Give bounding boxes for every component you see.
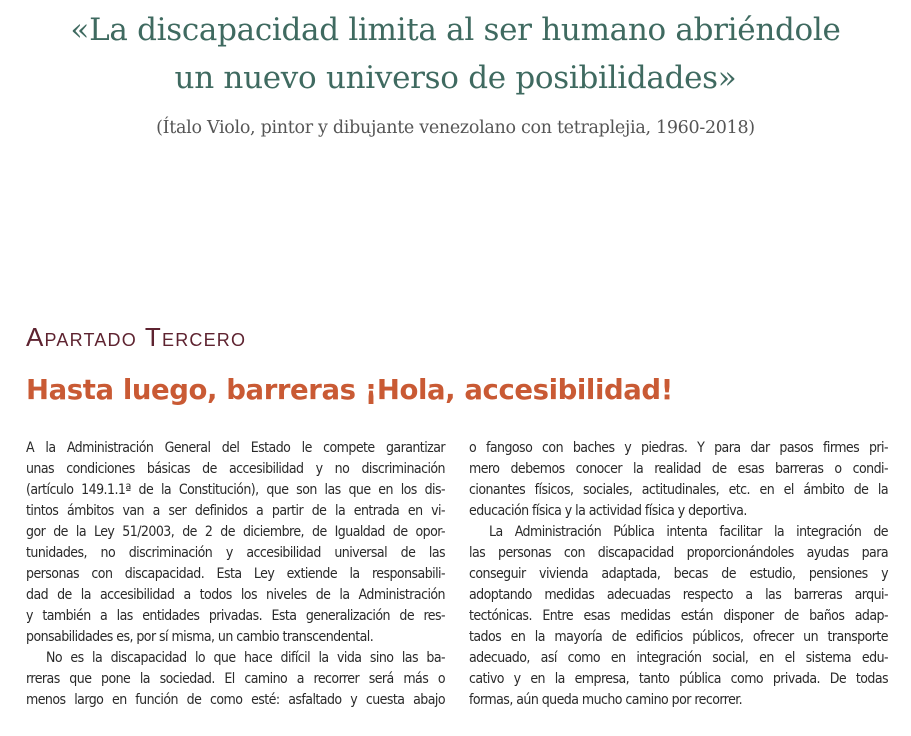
text-line: mero debemos conocer la realidad de esas barreras o condi- xyxy=(469,461,888,477)
quote-attribution: (Ítalo Violo, pintor y dibujante venezolano con tetraplejia, 1960-2018) xyxy=(156,118,755,138)
section-title: Hasta luego, barreras ¡Hola, accesibilidad! xyxy=(26,374,673,406)
text-line: conseguir vivienda adaptada, becas de estudio, pensiones y xyxy=(469,566,888,582)
text-line: unas condiciones básicas de accesibilidad y no discriminación xyxy=(26,461,445,477)
text-line: y también a las entidades privadas. Esta generalización de res- xyxy=(26,608,445,624)
text-line: tectónicas. Entre esas medidas están disponer de baños adap- xyxy=(469,608,888,624)
text-line: ponsabilidades es, por sí misma, un cambio transcendental. xyxy=(26,629,374,645)
text-line: gor de la Ley 51/2003, de 2 de diciembre, de Igualdad de opor- xyxy=(26,524,445,540)
text-line: las personas con discapacidad proporcionándoles ayudas para xyxy=(469,545,888,561)
text-line: formas, aún queda mucho camino por recorrer. xyxy=(469,692,743,708)
text-line: tados en la mayoría de edificios públicos, ofrecer un transporte xyxy=(469,629,888,645)
text-line: adoptando medidas adecuadas respecto a las barreras arqui- xyxy=(469,587,888,603)
text-line: cativo y en la empresa, tanto pública como privada. De todas xyxy=(469,671,888,687)
quote-line-1: «La discapacidad limita al ser humano abriéndole xyxy=(70,12,841,48)
text-line: menos largo en función de como esté: asfaltado y cuesta abajo xyxy=(26,692,445,708)
text-line: dad de la accesibilidad a todos los niveles de la Administración xyxy=(26,587,445,603)
epigraph-quote xyxy=(0,6,911,102)
text-line: o fangoso con baches y piedras. Y para dar pasos firmes pri- xyxy=(469,440,888,456)
section-label: Apartado Tercero xyxy=(26,322,247,352)
text-line: rreras que pone la sociedad. El camino a recorrer será más o xyxy=(26,671,445,687)
text-line: (artículo 149.1.1ª de la Constitución), que son las que en los dis- xyxy=(26,482,445,498)
text-line: No es la discapacidad lo que hace difícil la vida sino las ba- xyxy=(46,650,445,666)
text-line: tunidades, no discriminación y accesibilidad universal de las xyxy=(26,545,445,561)
right-column xyxy=(469,438,888,711)
left-column xyxy=(26,438,445,711)
quote-line-2: un nuevo universo de posibilidades» xyxy=(174,60,737,96)
text-line: A la Administración General del Estado le compete garantizar xyxy=(26,440,445,456)
text-line: educación física y la actividad física y deportiva. xyxy=(469,503,747,519)
text-line: tintos ámbitos van a ser definidos a partir de la entrada en vi- xyxy=(26,503,445,519)
text-line: La Administración Pública intenta facilitar la integración de xyxy=(489,524,888,540)
text-line: adecuado, así como en integración social, en el sistema edu- xyxy=(469,650,888,666)
text-line: cionantes físicos, sociales, actitudinales, etc. en el ámbito de la xyxy=(469,482,888,498)
text-line: personas con discapacidad. Esta Ley extiende la responsabili- xyxy=(26,566,445,582)
